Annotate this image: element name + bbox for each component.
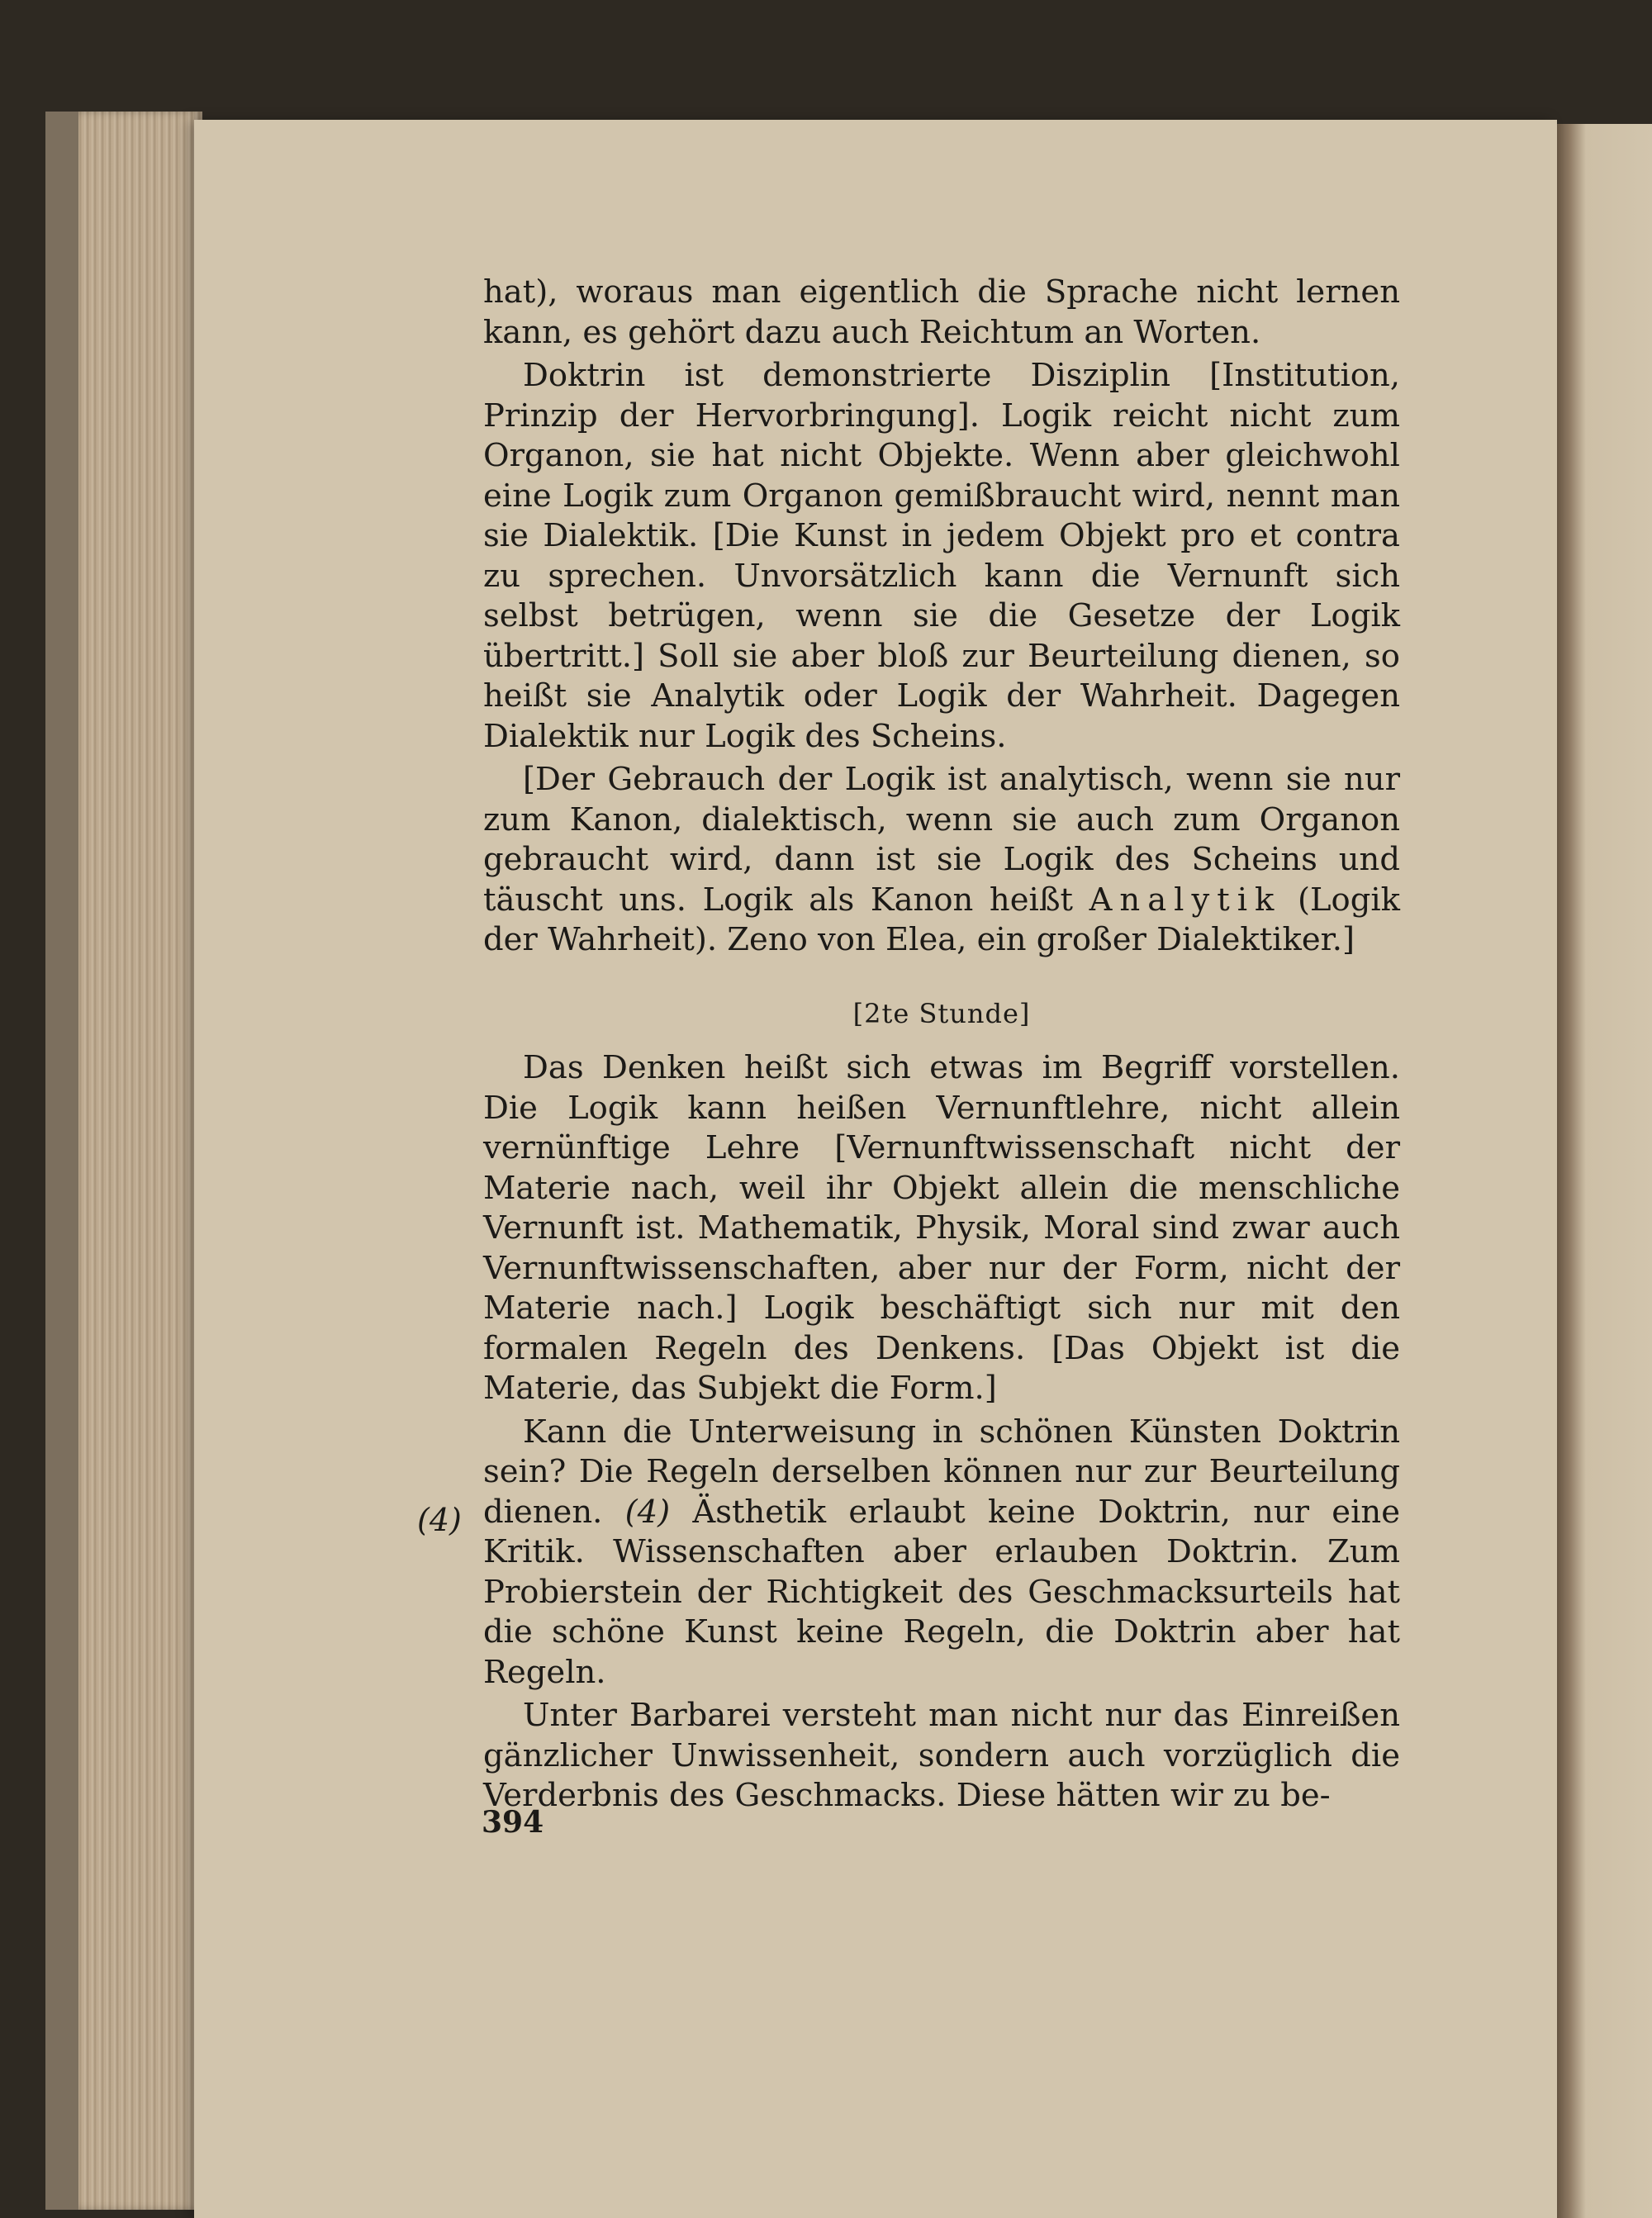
paragraph-1: hat), woraus man eigentlich die Sprache nicht lernen kann, es gehört dazu auch Reichtum an Worten. (483, 273, 1400, 351)
margin-note: (4) (417, 1502, 462, 1538)
paragraph-5-part-2: Ästhetik erlaubt keine Doktrin, nur eine Kritik. Wissenschaften aber erlauben Doktrin. Zum Probierstein der Richtigkeit des Geschmacksurteils hat die schöne Kunst keine Regeln, die Doktrin aber hat Regeln. (483, 1493, 1400, 1691)
paragraph-2: Doktrin ist demonstrierte Disziplin [Institution, Prinzip der Hervorbringung]. Logik reicht nicht zum Organon, sie hat nicht Objekte. Wenn aber gleichwohl eine Logik zum Organon gemißbraucht wird, nennt man sie Dialektik. [Die Kunst in jedem Objekt pro et contra zu sprechen. Unvorsätzlich kann die Vernunft sich selbst betrügen, wenn sie die Gesetze der Logik übertritt.] Soll sie aber bloß zur Beurteilung dienen, so heißt sie Analytik oder Logik der Wahrheit. Dagegen Dialektik nur Logik des Scheins. (483, 357, 1400, 755)
book-cover-edge (45, 112, 78, 2210)
page-number: 394 (482, 1805, 544, 1840)
inline-marker: (4) (624, 1493, 671, 1531)
section-heading: [2te Stunde] (852, 997, 1031, 1029)
paragraph-3 (483, 760, 1400, 961)
paragraph-6: Unter Barbarei versteht man nicht nur das Einreißen gänzlicher Unwissenheit, sondern auch vorzüglich die Verderbnis des Geschmacks. Diese hätten wir zu be- (483, 1697, 1400, 1814)
paragraph-3-part-1: [Der Gebrauch der Logik ist analytisch, wenn sie nur zum Kanon, dialektisch, wenn sie auch zum Organon gebraucht wird, dann ist sie Logik des Scheins und täuscht uns. Logik als Kanon heißt (483, 761, 1400, 919)
paragraph-4: Das Denken heißt sich etwas im Begriff vorstellen. Die Logik kann heißen Vernunftlehre, nicht allein vernünftige Lehre [Vernunftwissenschaft nicht der Materie nach, weil ihr Objekt allein die menschliche Vernunft ist. Mathematik, Physik, Moral sind zwar auch Vernunftwissenschaften, aber nur der Form, nicht der Materie nach.] Logik beschäftigt sich nur mit den formalen Regeln des Denkens. [Das Objekt ist die Materie, das Subjekt die Form.] (483, 1049, 1400, 1407)
page-body (483, 273, 1400, 1817)
facing-page-edge (1553, 124, 1652, 2218)
paragraph-5 (483, 1413, 1400, 1693)
spaced-term-analytik: Analytik (1089, 881, 1282, 919)
paragraph-3-part-2: (Logik der Wahrheit). Zeno von Elea, ein großer Dialektiker.] (483, 881, 1400, 958)
paragraph-5-part-1: Kann die Unterweisung in schönen Künsten Doktrin sein? Die Regeln derselben können nur zur Beurteilung dienen. (483, 1413, 1400, 1531)
